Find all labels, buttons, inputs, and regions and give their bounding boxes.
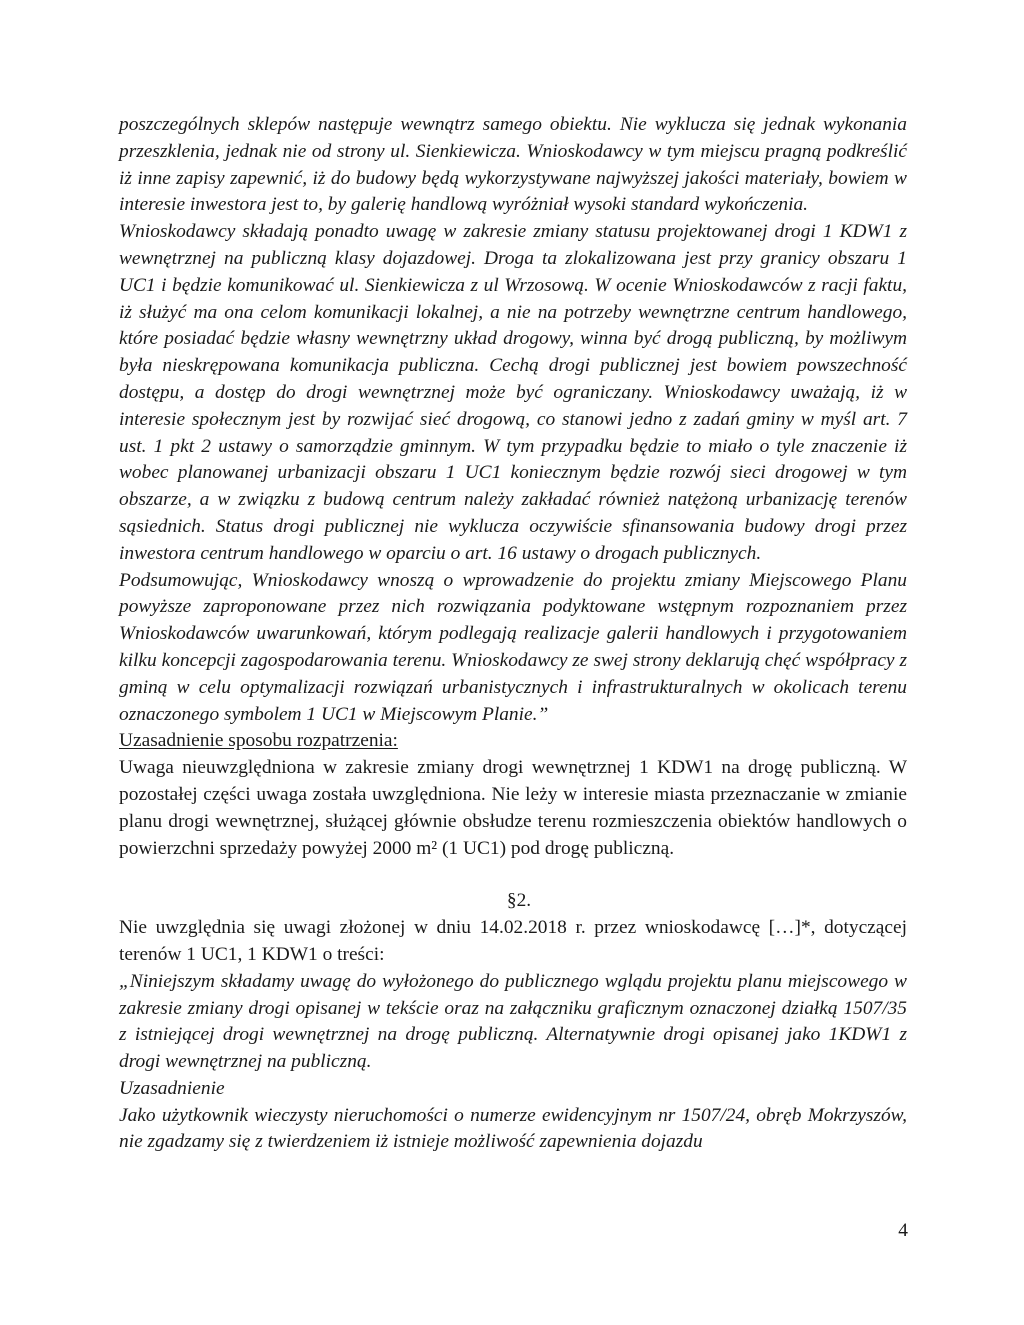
heading-justification: Uzasadnienie	[119, 1077, 225, 1099]
paragraph-road-status: Wnioskodawcy składają ponadto uwagę w zakresie zmiany statusu projektowanej drogi 1 KDW1 z wewnętrznej na publiczną klasy dojazdowej. Droga ta zlokalizowana jest przy granicy obszaru 1 UC1 i będzie komunikować ul. Sienkiewicza z ul Wrzosową. W ocenie Wnioskodawców z racji faktu, iż służyć ma ona celom komunikacji lokalnej, a nie na potrzeby wewnętrzne centrum handlowego, które posiadać będzie własny wewnętrzny układ drogowy, winna być drogą publiczną, by możliwym była nieskrępowana komunikacja publiczna. Cechą drogi publicznej jest bowiem powszechność dostępu, a dostęp do drogi wewnętrznej może być ograniczany. Wnioskodawcy uważają, iż w interesie społecznym jest by rozwijać sieć drogową, co stanowi jedno z zadań gminy w myśl art. 7 ust. 1 pkt 2 ustawy o samorządzie gminnym. W tym przypadku będzie to miało o tyle znaczenie iż wobec planowanej urbanizacji obszaru 1 UC1 koniecznym będzie rozwój sieci drogowej w tym obszarze, a w związku z budową centrum należy zakładać również natężoną urbanizację terenów sąsiednich. Status drogi publicznej nie wyklucza oczywiście sfinansowania budowy drogi przez inwestora centrum handlowego w oparciu o art. 16 ustawy o drogach publicznych.	[119, 221, 907, 564]
page-number: 4	[898, 1220, 908, 1241]
paragraph-justification-text: Jako użytkownik wieczysty nieruchomości o numerze ewidencyjnym nr 1507/24, obręb Mokrzyszów, nie zgadzamy się z twierdzeniem iż istnieje możliwość zapewnienia dojazdu	[119, 1104, 907, 1153]
paragraph-not-accepted: Nie uwzględnia się uwagi złożonej w dniu 14.02.2018 r. przez wnioskodawcę […]*, dotyczącej terenów 1 UC1, 1 KDW1 o treści:	[119, 917, 907, 965]
section-number: §2.	[506, 890, 532, 912]
document-page	[119, 112, 907, 1156]
paragraph-resolution: Uwaga nieuwzględniona w zakresie zmiany drogi wewnętrznej 1 KDW1 na drogę publiczną. W pozostałej części uwaga została uwzględniona. Nie leży w interesie miasta przeznaczanie w zmianie planu drogi wewnętrznej, służącej głównie obsłudze terenu rozmieszczenia obiektów handlowych o powierzchni sprzedaży powyżej 2000 m² (1 UC1) pod drogę publiczną.	[119, 757, 907, 859]
paragraph-quoted-remark: „Niniejszym składamy uwagę do wyłożonego do publicznego wglądu projektu planu miejscowego w zakresie zmiany drogi opisanej w tekście oraz na załączniku graficznym oznaczonej działką 1507/35 z istniejącej drogi wewnętrznej na drogę publiczną. Alternatywnie drogi opisanej jako 1KDW1 z drogi wewnętrznej na publiczną.	[119, 970, 907, 1073]
paragraph-closing-shops: poszczególnych sklepów następuje wewnątrz samego obiektu. Nie wyklucza się jednak wykonania przeszklenia, jednak nie od strony ul. Sienkiewicza. Wnioskodawcy w tym miejscu pragną podkreślić iż inne zapisy zapewnić, iż do budowy będą wykorzystywane najwyższej jakości materiały, bowiem w interesie inwestora jest to, by galerię handlową wyróżniał wysoki standard wykończenia.	[119, 114, 907, 216]
paragraph-summary: Podsumowując, Wnioskodawcy wnoszą o wprowadzenie do projektu zmiany Miejscowego Planu powyższe zaproponowane przez nich rozwiązania podyktowane wstępnym rozpoznaniem przez Wnioskodawców uwarunkowań, którym podlegają realizacje galerii handlowych i przygotowaniem kilku koncepcji zagospodarowania terenu. Wnioskodawcy ze swej strony deklarują chęć współpracy z gminą w celu optymalizacji rozwiązań urbanistycznych i infrastrukturalnych w okolicach terenu oznaczonego symbolem 1 UC1 w Miejscowym Planie.”	[119, 569, 907, 725]
heading-resolution-justification: Uzasadnienie sposobu rozpatrzenia:	[119, 730, 398, 752]
